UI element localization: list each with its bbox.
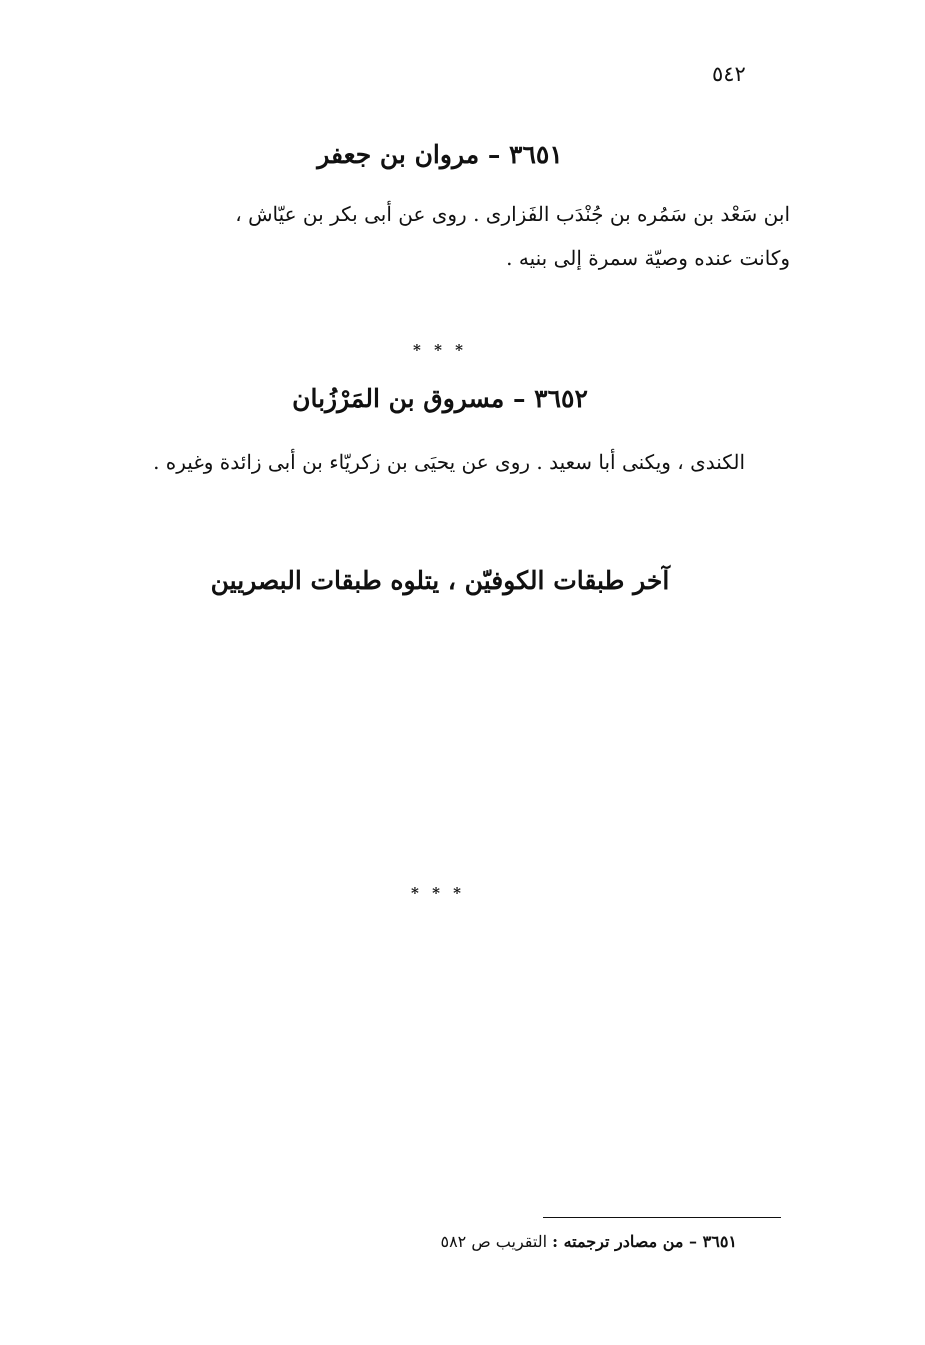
entry-line: ابن سَعْد بن سَمُره بن جُنْدَب الفَزارى . روى عن أبى بكر بن عيّاش ، <box>235 202 790 226</box>
entry-body-3651 <box>90 192 790 280</box>
entry-body-3652 <box>60 440 745 484</box>
page-number: ٥٤٢ <box>712 62 746 86</box>
footnote-text: التقريب ص ٥٨٢ <box>440 1232 548 1251</box>
entry-line: وكانت عنده وصيّة سمرة إلى بنيه . <box>506 246 790 270</box>
footnote-rule <box>543 1217 781 1218</box>
separator-stars: * * * <box>413 341 467 359</box>
entry-line: الكندى ، ويكنى أبا سعيد . روى عن يحيَى بن زكريّاء بن أبى زائدة وغيره . <box>153 450 745 474</box>
separator-stars: * * * <box>411 884 465 902</box>
footnote-ref: ٣٦٥١ – من مصادر ترجمته : <box>552 1232 737 1251</box>
section-end-note: آخر طبقات الكوفيّن ، يتلوه طبقات البصريين <box>210 566 670 595</box>
entry-heading-3651: ٣٦٥١ – مروان بن جعفر <box>317 140 563 169</box>
entry-heading-3652: ٣٦٥٢ – مسروق بن المَرْزُبان <box>292 384 588 413</box>
footnote <box>440 1232 737 1251</box>
